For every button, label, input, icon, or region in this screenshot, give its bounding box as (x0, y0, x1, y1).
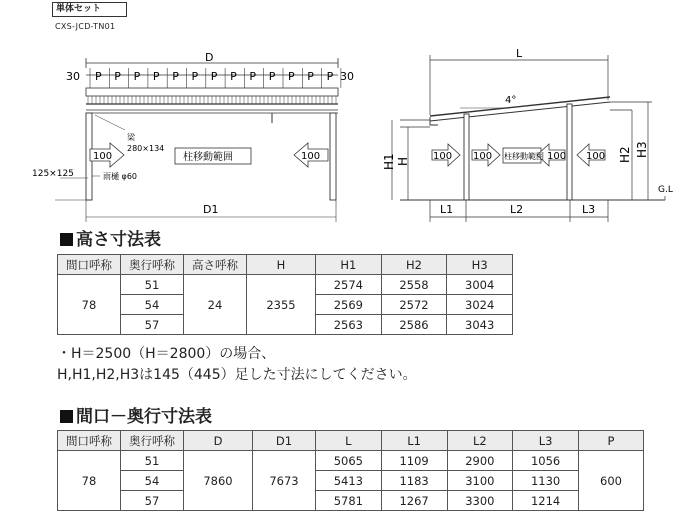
table-header: L (316, 431, 382, 451)
front-d-label: D (205, 51, 214, 64)
note-line-1: ・H＝2500（H＝2800）の場合、 (57, 346, 276, 362)
h2-cell: 2586 (381, 315, 447, 335)
post-size: 125×125 (32, 169, 74, 179)
front-p-label: P (210, 70, 218, 83)
l1-label: L1 (440, 203, 454, 216)
table-header: D1 (253, 431, 316, 451)
front-p-label: P (249, 70, 257, 83)
front-p-label: P (230, 70, 237, 83)
front-p-label: P (172, 70, 179, 83)
table-header: H (247, 255, 316, 275)
depth-cell: 54 (121, 471, 184, 491)
l3-label: L3 (582, 203, 596, 216)
depth-cell: 51 (121, 275, 184, 295)
side-l-label: L (516, 47, 523, 60)
depth-cell: 57 (121, 491, 184, 511)
table-header: 奥行呼称 (121, 431, 184, 451)
h1-label: H1 (382, 153, 396, 170)
gutter-label: 雨樋 φ60 (103, 172, 137, 181)
side-arrow-2-value: 100 (473, 151, 493, 162)
l-cell: 5781 (316, 491, 382, 511)
depth-cell: 57 (121, 315, 184, 335)
front-p-label: P (326, 70, 334, 83)
front-p-label: P (268, 70, 276, 83)
set-type-tag: 単体セット (52, 2, 127, 17)
h3-cell: 3004 (447, 275, 513, 295)
size-section-title: 間口－奥行寸法表 (60, 402, 212, 427)
table-row (58, 491, 644, 511)
frontage-cell: 78 (58, 275, 121, 335)
table-header-row (58, 431, 644, 451)
table-header: L3 (513, 431, 579, 451)
l-cell: 5065 (316, 451, 382, 471)
h3-cell: 3043 (447, 315, 513, 335)
table-header: 間口呼称 (58, 255, 121, 275)
table-header: L1 (381, 431, 447, 451)
table-header: L2 (447, 431, 513, 451)
beam-size: 280×134 (127, 144, 165, 153)
section-square-icon (60, 233, 73, 246)
table-header: 奥行呼称 (121, 255, 184, 275)
h-cell: 2355 (247, 275, 316, 335)
height-section-title: 高さ寸法表 (60, 225, 161, 250)
note-block (57, 344, 417, 386)
table-row (58, 471, 644, 491)
front-view-diagram (0, 0, 360, 225)
depth-cell: 54 (121, 295, 184, 315)
side-arrow-4-value: 100 (586, 151, 606, 162)
front-p-label: P (307, 70, 314, 83)
table-header: H3 (447, 255, 513, 275)
d-cell: 7860 (184, 451, 253, 511)
table-header: P (579, 431, 644, 451)
h2-label: H2 (618, 146, 632, 163)
h1-cell: 2563 (316, 315, 382, 335)
l2-cell: 3300 (447, 491, 513, 511)
front-arrow-right-value: 100 (301, 151, 321, 162)
front-arrow-left-value: 100 (93, 151, 113, 162)
l2-cell: 3100 (447, 471, 513, 491)
table-row (58, 451, 644, 471)
table-header: D (184, 431, 253, 451)
front-p-label: P (152, 70, 160, 83)
h1-cell: 2569 (316, 295, 382, 315)
front-edge-left: 30 (66, 70, 80, 83)
front-p-label: P (95, 70, 102, 83)
front-p-label: P (191, 70, 199, 83)
h2-cell: 2558 (381, 275, 447, 295)
l3-cell: 1214 (513, 491, 579, 511)
p-cell: 600 (579, 451, 644, 511)
l1-cell: 1109 (381, 451, 447, 471)
table-header-row (58, 255, 513, 275)
l2-label: L2 (510, 203, 524, 216)
model-code: CXS-JCD-TN01 (55, 22, 116, 31)
gl-label: G.L (658, 185, 673, 195)
table-header: H2 (381, 255, 447, 275)
note-line-2: H,H1,H2,H3は145（445）足した寸法にしてください。 (57, 367, 417, 383)
table-row (58, 275, 513, 295)
l-cell: 5413 (316, 471, 382, 491)
size-table (57, 430, 644, 511)
height-code-cell: 24 (184, 275, 247, 335)
table-header: H1 (316, 255, 382, 275)
l1-cell: 1267 (381, 491, 447, 511)
frontage-cell: 78 (58, 451, 121, 511)
side-arrow-1-value: 100 (433, 151, 453, 162)
h-label: H (396, 156, 410, 166)
section-square-icon (60, 410, 73, 423)
table-header: 高さ呼称 (184, 255, 247, 275)
l3-cell: 1056 (513, 451, 579, 471)
l1-cell: 1183 (381, 471, 447, 491)
table-header: 間口呼称 (58, 431, 121, 451)
h2-cell: 2572 (381, 295, 447, 315)
front-p-label: P (114, 70, 121, 83)
side-view-diagram (360, 0, 700, 225)
h3-cell: 3024 (447, 295, 513, 315)
d1-cell: 7673 (253, 451, 316, 511)
l2-cell: 2900 (447, 451, 513, 471)
front-move-range: 柱移動範囲 (183, 152, 233, 163)
l3-cell: 1130 (513, 471, 579, 491)
height-table (57, 254, 513, 335)
front-edge-right: 30 (340, 70, 354, 83)
front-p-label: P (288, 70, 295, 83)
front-p-label: P (133, 70, 141, 83)
roof-angle: 4° (505, 95, 517, 106)
beam-label: 梁 (127, 133, 135, 142)
side-arrow-3-value: 100 (547, 151, 567, 162)
h1-cell: 2574 (316, 275, 382, 295)
h3-label: H3 (635, 141, 649, 158)
front-d1-label: D1 (203, 203, 219, 216)
side-move-range: 柱移動範囲 (504, 152, 544, 161)
depth-cell: 51 (121, 451, 184, 471)
